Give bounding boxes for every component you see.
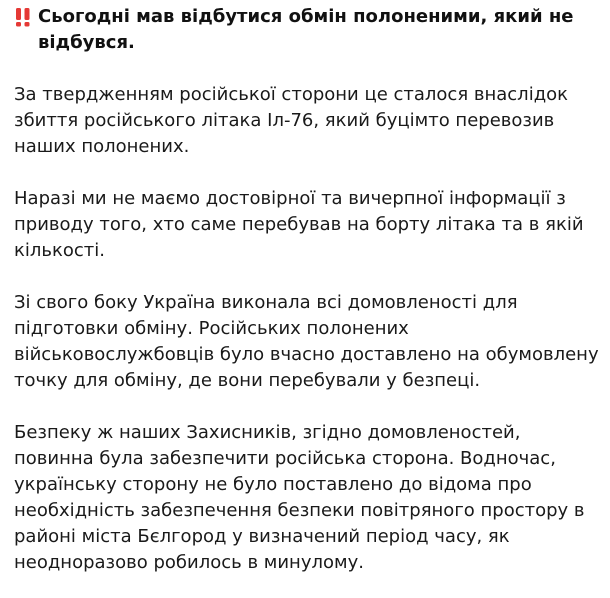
double-exclamation-icon [14,4,32,30]
paragraph-2: Наразі ми не маємо достовірної та вичерпної інформації з приводу того, хто саме перебував на борту літака та в якій кількості. [14,188,584,261]
paragraph-4: Безпеку ж наших Захисників, згідно домовленостей, повинна була забезпечити російська сторона. Водночас, українську сторону не було поставлено до відома про необхідність забезпечення безпеки повітряного простору в районі міста Бєлгород у визначений період часу, як неодноразово робилось в минулому. [14,422,585,573]
post-headline [14,4,600,56]
paragraph-3: Зі свого боку Україна виконала всі домовленості для підготовки обміну. Російських полонених військовослужбовців було вчасно доставлено на обумовлену точку для обміну, де вони перебували у безпеці. [14,292,599,391]
headline-text: Сьогодні мав відбутися обмін полоненими, який не відбувся. [38,6,574,53]
paragraph-1: За твердженням російської сторони це сталося внаслідок збиття російського літака Іл-76, який буцімто перевозив наших полонених. [14,84,569,157]
